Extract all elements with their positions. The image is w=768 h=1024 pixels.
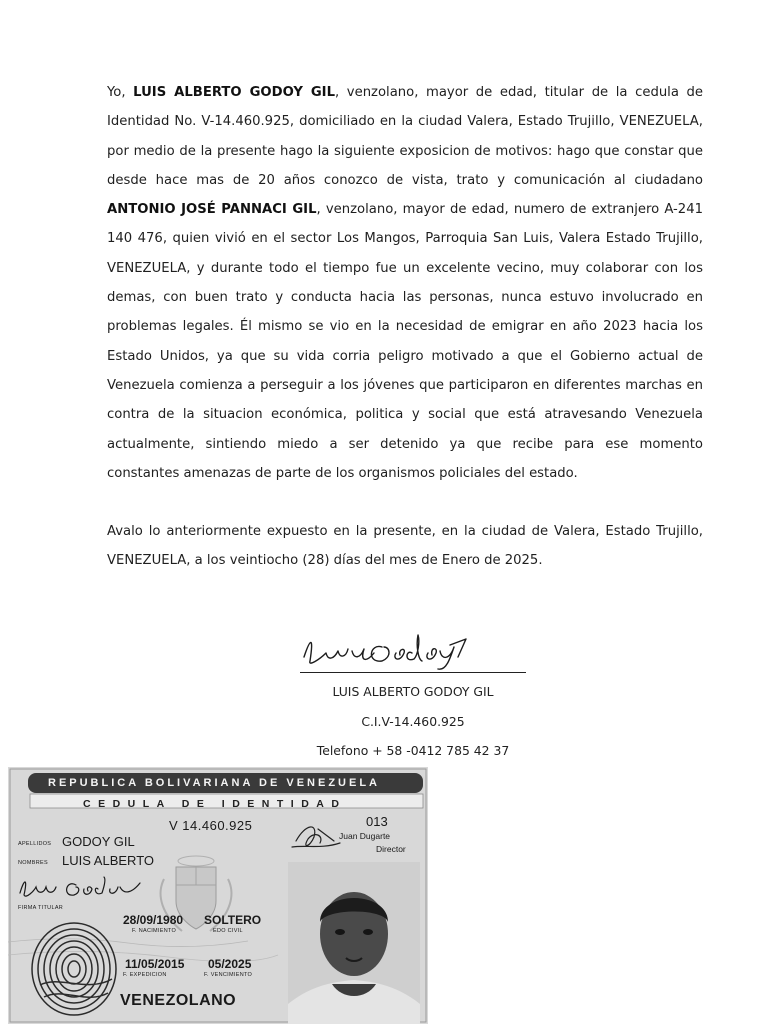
names-label: NOMBRES [18,860,48,866]
letter-text-identity: , venzolano, mayor de edad, titular de la cedula de Identidad No. V-14.460.925, domiciliado en la ciudad Valera, Estado Trujillo, VENEZUELA, por medio de la presente hago la siguiente exposicion de motivos: hago que constar que desde hace mas de 20 años conozco de vista, trato y comunicación al ciudadano [107,85,703,188]
signer-id-number: C.I.V-14.460.925 [361,714,465,729]
letter-paragraph-closing: Avalo lo anteriormente expuesto en la presente, en la ciudad de Valera, Estado Trujillo, VENEZUELA, a los veintiocho (28) días del mes de Enero de 2025. [107,524,703,569]
id-card-number: V 14.460.925 [169,818,253,833]
civil-status-value: SOLTERO [204,913,262,927]
fingerprint-icon [28,915,120,1017]
id-card [8,767,428,1024]
portrait-photo-image [288,862,420,1024]
expiry-date-label: F. VENCIMIENTO [204,972,253,978]
letter-text-body: , venzolano, mayor de edad, numero de extranjero A-241 140 476, quien vivió en el sector Los Mangos, Parroquia San Luis, Valera Estado Trujillo, VENEZUELA, y durante todo el tiempo fue un excelente vecino, muy colaborar con los demas, con buen trato y conducta hacia las personas, nunca estuvo involucrado en problemas legales. Él mismo se vio en la necesidad de emigrar en año 2023 hacia los Estado Unidos, ya que su vida corria peligro motivado a que el Gobierno actual de Venezuela comienza a perseguir a los jóvenes que participaron en diferentes marchas en contra de la situacion económica, politica y social que está atravesando Venezuela actualmente, sintiendo miedo a ser detenido ya que recibe para ese momento constantes amenazas de parte de los organismos policiales del estado. [107,202,703,481]
birth-date-label: F. NACIMIENTO [132,928,177,934]
signer-name: LUIS ALBERTO GODOY GIL [332,684,494,699]
surnames-label: APELLIDOS [18,841,52,847]
director-role: Director [376,844,406,854]
signature-line [300,672,526,673]
subject-name: ANTONIO JOSÉ PANNACI GIL [107,202,317,218]
signature-label: FIRMA TITULAR [18,905,64,911]
portrait-photo [288,862,420,1024]
declarant-name: LUIS ALBERTO GODOY GIL [133,85,335,100]
director-name: Juan Dugarte [339,831,391,841]
surnames-value: GODOY GIL [62,834,135,849]
birth-date-value: 28/09/1980 [123,913,184,927]
signer-phone: Telefono + 58 -0412 785 42 37 [316,743,510,758]
id-card-code: 013 [366,814,388,829]
id-card-header: REPUBLICA BOLIVARIANA DE VENEZUELA [48,777,380,789]
letter-text-opening: Yo, [107,85,134,100]
id-card-title: CEDULA DE IDENTIDAD [83,798,347,810]
issue-date-value: 11/05/2015 [125,957,185,971]
names-value: LUIS ALBERTO [62,853,155,868]
director-signature-scribble [288,819,344,853]
expiry-date-value: 05/2025 [208,957,252,971]
card-holder-signature [14,873,146,901]
letter-body [107,78,703,576]
nationality-value: VENEZOLANO [120,992,237,1009]
civil-status-label: EDO CIVIL [213,928,243,934]
signature-scribble [300,625,526,673]
issue-date-label: F. EXPEDICION [123,972,167,978]
letter-paragraph-declaration [107,78,703,488]
